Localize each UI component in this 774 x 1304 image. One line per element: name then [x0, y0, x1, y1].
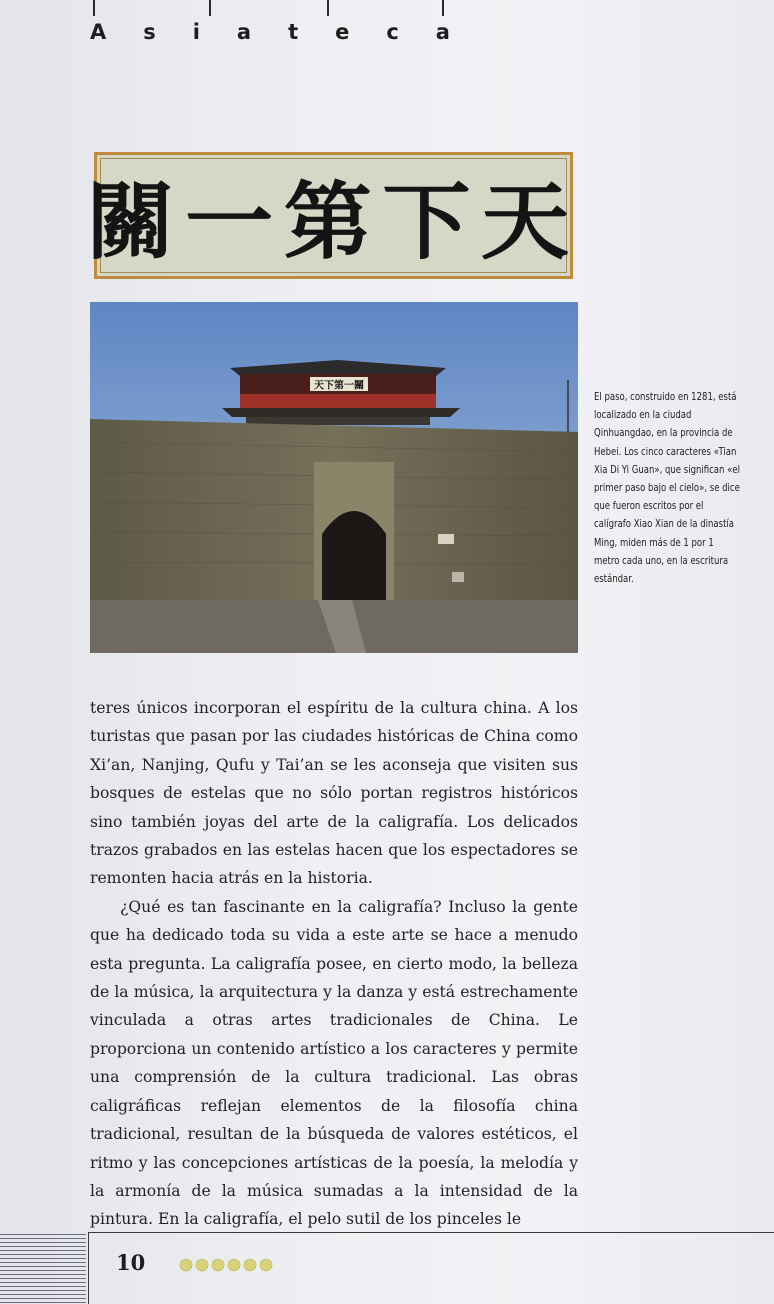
ornament-icon	[260, 1259, 272, 1271]
article-body	[90, 694, 578, 1234]
section-title-letter: A	[90, 20, 107, 44]
header-tick	[209, 0, 211, 16]
section-title-letter: t	[288, 20, 299, 44]
wall-box	[452, 572, 464, 582]
section-title-letter: e	[335, 20, 350, 44]
calligraphy-plaque	[86, 152, 581, 279]
calligraphy-characters: 關一第下天	[86, 173, 581, 271]
section-title-letter: a	[236, 20, 252, 44]
footer-divider	[88, 1232, 89, 1304]
ornament-icon	[244, 1259, 256, 1271]
page-number: 10	[116, 1250, 146, 1275]
footer-rule	[88, 1232, 774, 1233]
section-title-letter: a	[435, 20, 450, 44]
ornament-icon	[180, 1259, 192, 1271]
footer-stripe-pattern	[0, 1234, 86, 1304]
ornament-icon	[228, 1259, 240, 1271]
wall-sign	[438, 534, 454, 544]
ornament-icon	[212, 1259, 224, 1271]
tower-plaque-text: 天下第一關	[314, 380, 364, 392]
section-title-letter: c	[386, 20, 399, 44]
photo-caption: El paso, construido en 1281, está localizado en la ciudad Qinhuangdao, en la provincia de Hebei. Los cinco caracteres «Tian Xia Di Yi Guan», que significan «el primer paso bajo el cielo», se dice que fueron escritos por el calígrafo Xiao Xian de la dinastía Ming, miden más de 1 por 1 metro cada uno, en la escritura estándar.	[594, 391, 740, 586]
section-title	[90, 20, 450, 50]
pass-gate-photo	[90, 302, 578, 653]
header-tick	[327, 0, 329, 16]
section-title-letter: i	[192, 20, 200, 44]
body-paragraph: teres únicos incorporan el espíritu de la cultura china. A los turistas que pasan por las ciudades históricas de China como Xi’an, Nanjing, Qufu y Tai’an se les aconseja que visiten sus bosques de estelas que no sólo portan registros históricos sino también joyas del arte de la caligrafía. Los delicados trazos grabados en las estelas hacen que los espectadores se remonten hacia atrás en la historia.	[90, 699, 578, 888]
gate-tower	[222, 360, 460, 425]
header-tick-marks	[0, 0, 774, 18]
header-tick	[93, 0, 95, 16]
body-paragraph: ¿Qué es tan fascinante en la caligrafía? Incluso la gente que ha dedicado toda su vida a este arte se hace a menudo esta pregunta. La caligrafía posee, en cierto modo, la belleza de la música, la arquitectura y la danza y está estrechamente vinculada a otras artes tradicionales de China. Le proporciona un contenido artístico a los caracteres y permite una comprensión de la cultura tradicional. Las obras caligráficas reflejan elementos de la filosofía china tradicional, resultan de la búsqueda de valores estéticos, el ritmo y las concepciones artísticas de la poesía, la melodía y la armonía de la música sumadas a la intensidad de la pintura. En la caligrafía, el pelo sutil de los pinceles le	[90, 897, 578, 1229]
gate-arch	[322, 511, 386, 600]
ornament-icon	[196, 1259, 208, 1271]
section-title-letter: s	[143, 20, 156, 44]
footer-ornament-icons	[178, 1256, 298, 1274]
header-tick	[442, 0, 444, 16]
